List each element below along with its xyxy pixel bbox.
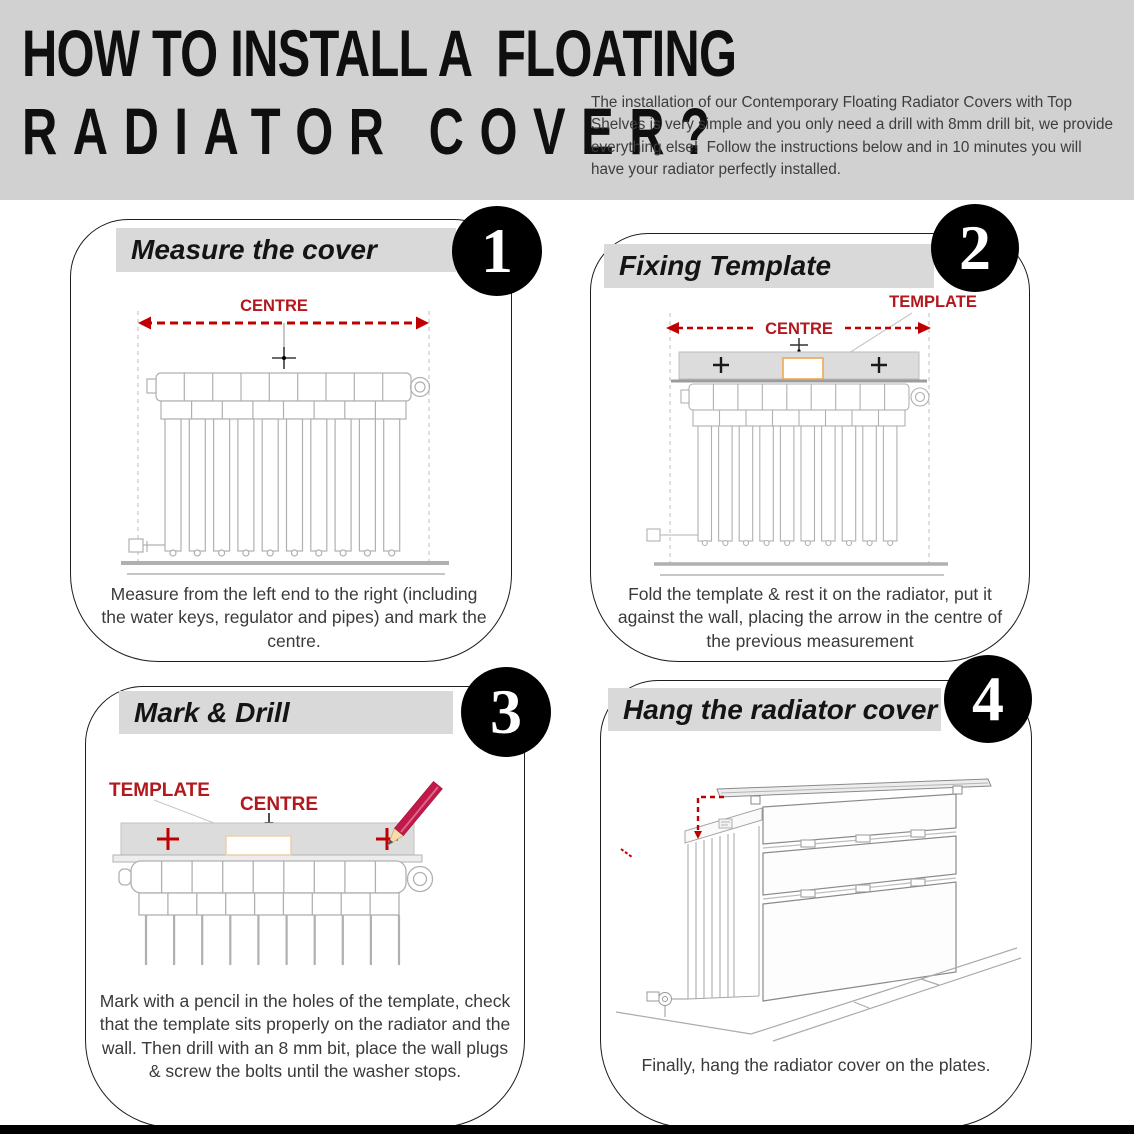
centre-mark (272, 323, 296, 369)
radiator-drawing (647, 808, 762, 1017)
header (0, 0, 1134, 200)
template-window (783, 358, 823, 379)
radiator-drawing (119, 861, 433, 965)
centre-label: CENTRE (239, 794, 319, 815)
step-title-bar (608, 688, 941, 731)
step-number-badge-4 (944, 655, 1032, 743)
wall-plate-icon (719, 819, 732, 828)
floor-lines (654, 564, 948, 575)
water-key-valve (129, 539, 165, 552)
floor-lines (121, 563, 449, 574)
centre-label: CENTRE (765, 320, 833, 338)
step-title: Fixing Template (619, 250, 832, 281)
pencil-icon (388, 781, 442, 845)
step-number-badge-2 (931, 204, 1019, 292)
page-title-line1: HOW TO INSTALL A FLOATING (22, 16, 737, 90)
template-label: TEMPLATE (109, 780, 210, 801)
radiator-drawing (647, 384, 929, 546)
step-panel-3 (85, 686, 525, 1128)
step-panel-2 (590, 233, 1030, 662)
step-title-bar (119, 691, 453, 734)
step-title-bar (116, 228, 456, 272)
water-key-valve (647, 992, 688, 1017)
step-number: 4 (972, 663, 1004, 734)
step-number-badge-1 (452, 206, 542, 296)
centre-label: CENTRE (240, 297, 308, 315)
water-key-valve (647, 529, 698, 541)
step-title: Mark & Drill (134, 696, 290, 728)
template-leader-line (849, 313, 912, 353)
template-label: TEMPLATE (889, 293, 977, 311)
step-number: 1 (481, 215, 513, 286)
step-title: Hang the radiator cover (623, 693, 938, 725)
page-title-line2: RADIATOR COVER? (22, 94, 726, 168)
intro-text: The installation of our Contemporary Floating Radiator Covers with Top Shelves is very simple and you only need a drill with 8mm drill bit, we provide everything else! Follow the instructions below and in 10 minutes you will have your radiator perfectly installed. (591, 94, 1118, 179)
template-strip (671, 352, 927, 381)
step-caption: Measure from the left end to the right (including the water keys, regulator and pipes) and mark the centre. (101, 584, 487, 651)
step-panel-1 (70, 219, 512, 662)
template-strip (113, 823, 422, 862)
step-number: 3 (490, 676, 522, 747)
step-number: 2 (959, 212, 991, 283)
step-caption: Mark with a pencil in the holes of the template, check that the template sits properly on the radiator and the wall. Then drill with an 8 mm bit, place the wall plugs & screw the bolts until the washer stops. (99, 991, 511, 1081)
radiator-drawing (129, 373, 430, 556)
footer-bar (0, 1125, 1134, 1134)
step-caption: Fold the template & rest it on the radiator, put it against the wall, placing the arrow in the centre of the previous measurement (617, 584, 1003, 651)
cover-slats (763, 794, 956, 1001)
step-title-bar (604, 244, 934, 288)
step-title: Measure the cover (131, 234, 377, 265)
template-window (226, 836, 291, 855)
step-caption: Finally, hang the radiator cover on the plates. (641, 1055, 991, 1075)
template-leader-line (154, 800, 214, 823)
step-panel-4 (600, 680, 1032, 1128)
step-number-badge-3 (461, 667, 551, 757)
